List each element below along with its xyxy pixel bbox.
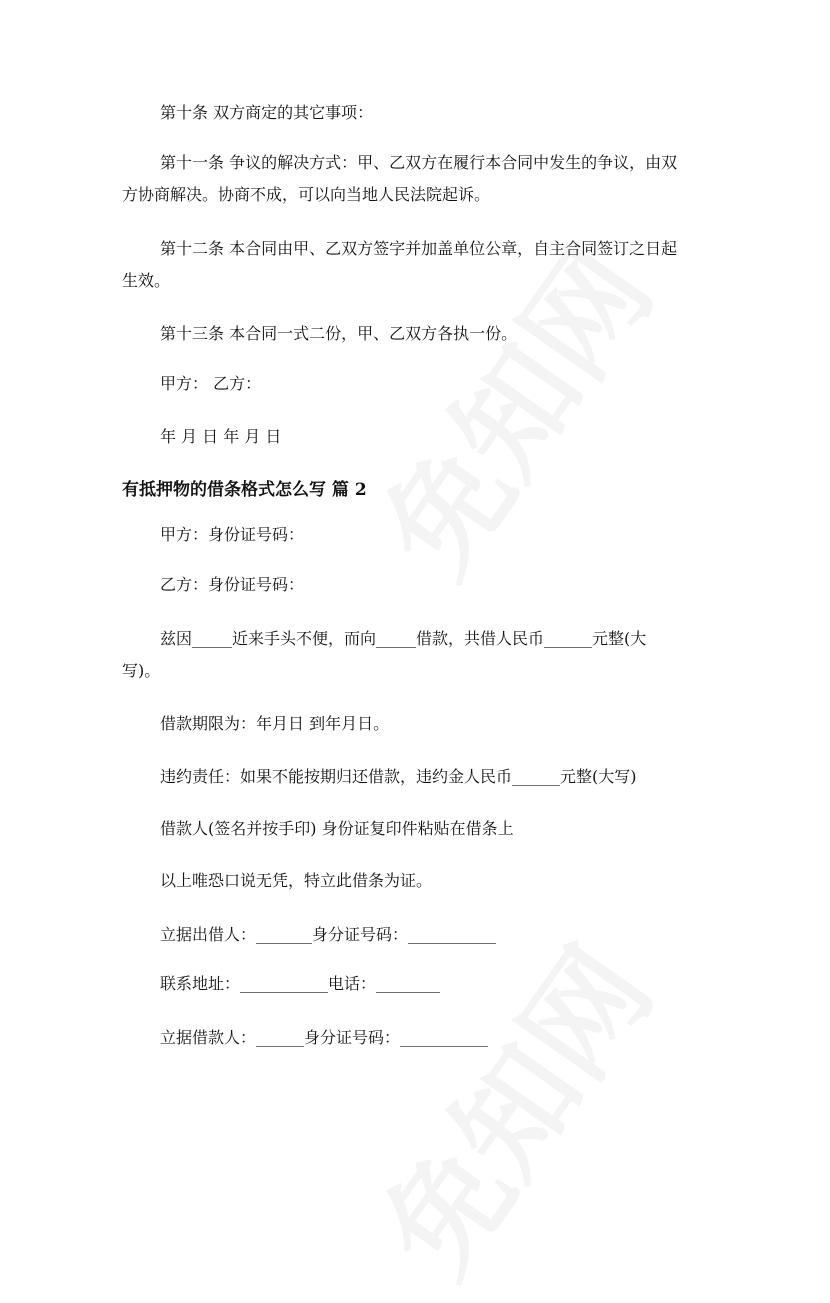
article-11: 第十一条 争议的解决方式：甲、乙双方在履行本合同中发生的争议，由双: [160, 153, 678, 172]
closing-statement: 以上唯恐口说无凭，特立此借条为证。: [160, 871, 433, 890]
default-liability: 违约责任：如果不能按期归还借款，违约金人民币______元整(大写): [160, 767, 637, 786]
borrower-signature: 借款人(签名并按手印) 身份证复印件粘贴在借条上: [160, 819, 514, 838]
loan-period: 借款期限为：年月日 到年月日。: [160, 714, 390, 733]
article-10: 第十条 双方商定的其它事项：: [160, 103, 374, 122]
signature-date: 年 月 日 年 月 日: [160, 427, 282, 446]
article-11-cont: 方协商解决。协商不成，可以向当地人民法院起诉。: [122, 185, 491, 204]
section-heading: 有抵押物的借条格式怎么写 篇 2: [122, 480, 367, 500]
party-a-id: 甲方：身份证号码：: [160, 525, 305, 544]
party-b-id: 乙方：身份证号码：: [160, 575, 305, 594]
article-13: 第十三条 本合同一式二份，甲、乙双方各执一份。: [160, 324, 518, 343]
borrower-line: 立据借款人：______身分证号码：___________: [160, 1028, 489, 1047]
lender-line: 立据出借人：_______身分证号码：___________: [160, 925, 497, 944]
article-12-cont: 生效。: [122, 271, 171, 290]
watermark: [336, 209, 683, 603]
loan-statement-cont: 写)。: [122, 661, 161, 680]
loan-statement: 兹因_____近来手头不便，而向_____借款，共借人民币______元整(大: [160, 629, 647, 648]
contact-line: 联系地址：___________电话：________: [160, 974, 441, 993]
article-12: 第十二条 本合同由甲、乙双方签字并加盖单位公章，自主合同签订之日起: [160, 239, 678, 258]
watermark: [336, 909, 683, 1303]
parties-signature: 甲方： 乙方：: [160, 374, 262, 393]
